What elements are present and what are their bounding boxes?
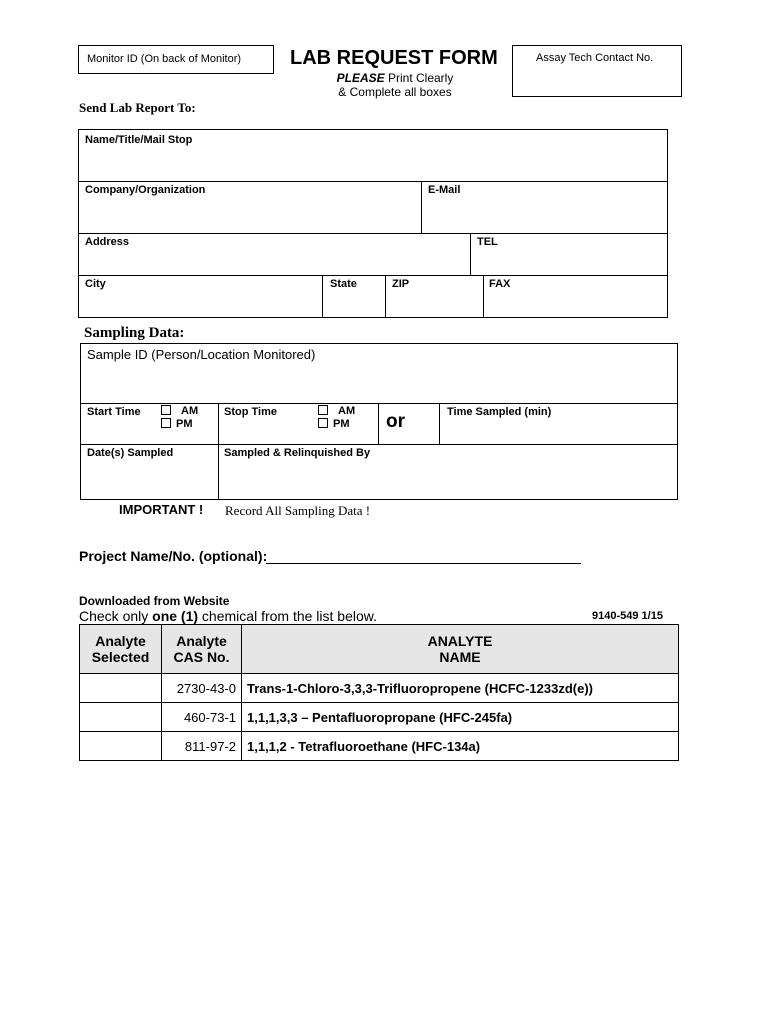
dates-sampled-label: Date(s) Sampled [87,447,174,459]
subtitle-rest: Print Clearly [384,71,454,85]
tel-label: TEL [477,236,498,248]
send-report-heading: Send Lab Report To: [79,100,196,115]
email-label: E-Mail [428,184,461,196]
company-label: Company/Organization [85,184,206,196]
stop-pm-option[interactable]: PM [318,418,355,431]
important-label: IMPORTANT ! [119,502,204,517]
analyte-select-cell[interactable] [80,703,162,732]
fax-label: FAX [489,278,511,290]
subtitle-line2: & Complete all boxes [338,85,452,99]
start-am-option[interactable]: AM [161,405,198,418]
cas-cell: 2730-43-0 [162,674,242,703]
start-time-label: Start Time [87,406,141,418]
monitor-id-field[interactable] [78,45,274,74]
assay-contact-label: Assay Tech Contact No. [536,52,654,64]
analyte-header-row [80,625,679,674]
analyte-table [79,624,679,761]
table-row [80,674,679,703]
stop-time-label: Stop Time [224,406,277,418]
table-row [80,703,679,732]
sampling-heading: Sampling Data: [84,325,185,341]
sample-id-label: Sample ID (Person/Location Monitored) [87,347,316,362]
form-title: LAB REQUEST FORM [290,47,498,69]
assay-contact-field[interactable] [512,45,682,97]
col-analyte-selected: Analyte Selected [80,625,162,674]
form-code: 9140-549 1/15 [592,610,663,622]
cas-cell: 460-73-1 [162,703,242,732]
stop-ampm [318,405,355,431]
monitor-id-label: Monitor ID (On back of Monitor) [87,53,242,65]
chemical-instructions: Check only one (1) chemical from the list below. [79,608,378,624]
analyte-name-cell: 1,1,1,2 - Tetrafluoroethane (HFC-134a) [242,732,679,761]
send-report-box [78,129,668,318]
col-cas-no: Analyte CAS No. [162,625,242,674]
checkbox-icon[interactable] [161,405,171,415]
state-label: State [330,278,357,290]
checkbox-icon[interactable] [318,418,328,428]
cas-cell: 811-97-2 [162,732,242,761]
project-input-line[interactable] [266,563,581,564]
time-sampled-label: Time Sampled (min) [447,406,552,418]
form-subtitle [290,71,500,99]
col-analyte-name: ANALYTE NAME [242,625,679,674]
checkbox-icon[interactable] [318,405,328,415]
start-ampm [161,405,198,431]
table-row [80,732,679,761]
checkbox-icon[interactable] [161,418,171,428]
start-pm-option[interactable]: PM [161,418,198,431]
downloaded-label: Downloaded from Website [79,594,230,608]
analyte-name-cell: 1,1,1,3,3 – Pentafluoropropane (HFC-245fa) [242,703,679,732]
stop-am-option[interactable]: AM [318,405,355,418]
important-text: Record All Sampling Data ! [225,503,371,518]
name-label: Name/Title/Mail Stop [85,134,193,146]
project-label: Project Name/No. (optional): [79,548,268,564]
analyte-select-cell[interactable] [80,732,162,761]
analyte-name-cell: Trans-1-Chloro-3,3,3-Trifluoropropene (HCFC-1233zd(e)) [242,674,679,703]
zip-label: ZIP [392,278,410,290]
analyte-select-cell[interactable] [80,674,162,703]
address-label: Address [85,236,130,248]
subtitle-emphasis: PLEASE [336,71,385,85]
city-label: City [85,278,106,290]
sampling-box [80,343,678,500]
or-label: or [386,411,405,432]
relinquished-label: Sampled & Relinquished By [224,447,371,459]
